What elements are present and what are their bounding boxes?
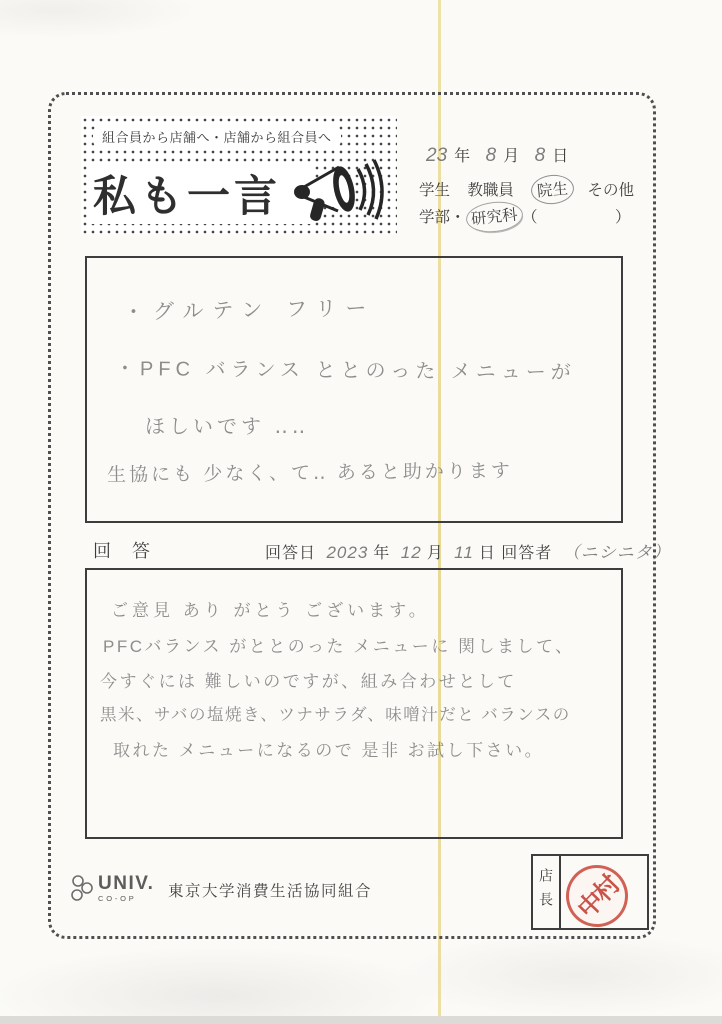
coop-logo-icon (69, 873, 95, 910)
comment-line: 生協にも 少なく、て‥ あると助かります (106, 460, 513, 487)
feedback-card-border (48, 92, 671, 939)
answer-line: 取れた メニューになるので 是非 お試し下さい。 (113, 741, 545, 760)
affiliation-option-faculty: 教職員 (467, 182, 514, 199)
department-label-prefix: 学部・ (419, 209, 466, 226)
comment-line: ・PFC バランス ととのった メニューが (114, 357, 576, 385)
affiliation-option-gradstudent-circled: 院生 (530, 173, 575, 206)
department-label-circled: 研究科 (464, 199, 523, 235)
answer-section-label: 回 答 (93, 541, 159, 561)
answer-meta-row (265, 538, 676, 563)
affiliation-option-student: 学生 (419, 182, 451, 199)
answer-day-unit: 日 (478, 545, 496, 562)
affiliation-options-row (419, 175, 647, 204)
hanko-seal-text: 中村 (572, 871, 625, 924)
answer-year-value: 2023 (326, 543, 369, 562)
comment-box (85, 256, 623, 523)
answer-line: 黒米、サバの塩焼き、ツナサラダ、味噌汁だと バランスの (100, 706, 571, 724)
department-row (419, 202, 631, 232)
submission-month-value: 8 (485, 145, 497, 166)
submission-day-value: 8 (534, 145, 546, 166)
megaphone-icon (287, 152, 387, 233)
answer-line: 今すぐには 難しいのですが、組み合わせとして (100, 672, 517, 691)
answer-line: ご意見 あり がとう ございます。 (111, 601, 430, 620)
organization-name: 東京大学消費生活協同組合 (168, 883, 373, 900)
manager-stamp-label-cell (533, 856, 561, 928)
answer-box (85, 568, 623, 839)
card-title: 私も一言 (93, 172, 281, 221)
comment-line: ・グルテン フリー (122, 296, 376, 325)
logo-univ-text: UNIV. (98, 873, 155, 894)
affiliation-option-other: その他 (587, 182, 634, 199)
comment-line: ほしいです ‥‥ (145, 416, 310, 438)
answer-year-unit: 年 (373, 545, 391, 562)
red-hanko-seal (562, 861, 632, 931)
header-banner (81, 116, 397, 234)
answer-line: PFCバランス がととのった メニューに 関しまして、 (103, 637, 575, 656)
answer-month-value: 12 (400, 543, 422, 562)
submission-year-value: 23 (426, 145, 448, 166)
year-unit: 年 (454, 148, 473, 165)
submission-date-row (419, 143, 570, 167)
header-tagline: 組合員から店舗へ・店舗から組合員へ (93, 124, 341, 149)
responder-label: 回答者 (501, 545, 553, 562)
logo-coop-text: CO-OP (98, 894, 137, 903)
answer-day-value: 11 (454, 543, 474, 562)
card-title-chip (89, 162, 311, 224)
responder-name: （ニシニタ） (562, 543, 671, 562)
answer-month-unit: 月 (426, 545, 444, 562)
answer-date-label: 回答日 (265, 545, 317, 562)
manager-stamp-box (531, 854, 649, 930)
month-unit: 月 (503, 148, 522, 165)
department-paren-blank: （ ） (522, 209, 631, 226)
coop-logo-wordmark (98, 874, 154, 903)
manager-stamp-label: 店長 (538, 868, 554, 916)
day-unit: 日 (552, 148, 571, 165)
